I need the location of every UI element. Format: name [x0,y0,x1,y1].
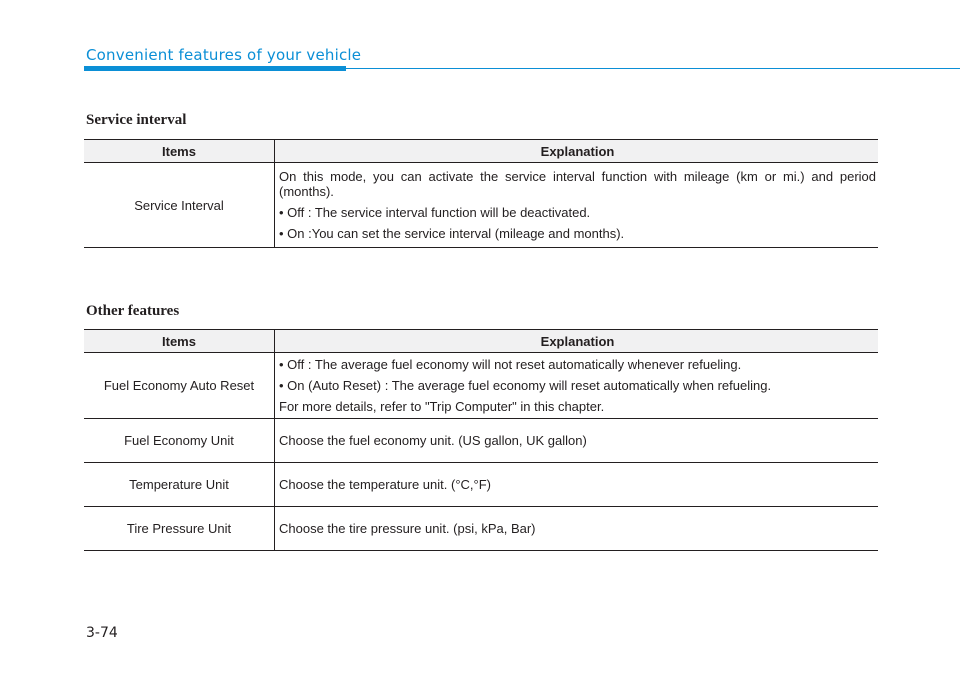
explanation-line: Choose the temperature unit. (°C,°F) [279,477,491,492]
explanation-line: • Off : The average fuel economy will not reset automatically whenever refueling. [279,357,742,372]
row-explanation [275,353,879,419]
row-explanation [275,419,879,463]
header-accent-bar [84,66,346,71]
row-item-label: Temperature Unit [84,463,275,507]
other-features-heading: Other features [86,303,180,319]
table-row [84,353,878,419]
column-header-items: Items [84,330,275,353]
service-interval-heading: Service interval [86,112,187,128]
row-item-label: Tire Pressure Unit [84,507,275,551]
row-item-label: Service Interval [84,163,275,248]
explanation-line: • Off : The service interval function will be deactivated. [279,205,591,220]
explanation-line: On this mode, you can activate the service interval function with mileage (km or mi.) and period (months). [279,169,876,199]
service-interval-table [84,139,878,248]
table-row [84,507,878,551]
row-item-label: Fuel Economy Auto Reset [84,353,275,419]
explanation-line: Choose the fuel economy unit. (US gallon, UK gallon) [279,433,587,448]
row-explanation [275,463,879,507]
row-explanation [275,163,879,248]
table-header-row [84,330,878,353]
explanation-line: Choose the tire pressure unit. (psi, kPa, Bar) [279,521,536,536]
table-row [84,419,878,463]
column-header-explanation: Explanation [275,140,879,163]
section-header-title: Convenient features of your vehicle [86,46,362,64]
header-rule [346,68,960,69]
row-explanation [275,507,879,551]
explanation-line: • On (Auto Reset) : The average fuel economy will reset automatically when refueling. [279,378,772,393]
column-header-items: Items [84,140,275,163]
row-item-label: Fuel Economy Unit [84,419,275,463]
explanation-line: • On :You can set the service interval (mileage and months). [279,226,625,241]
page-number: 3-74 [86,625,118,641]
other-features-table [84,329,878,551]
column-header-explanation: Explanation [275,330,879,353]
table-header-row [84,140,878,163]
explanation-line: For more details, refer to "Trip Computer" in this chapter. [279,399,605,414]
table-row [84,463,878,507]
table-row [84,163,878,248]
